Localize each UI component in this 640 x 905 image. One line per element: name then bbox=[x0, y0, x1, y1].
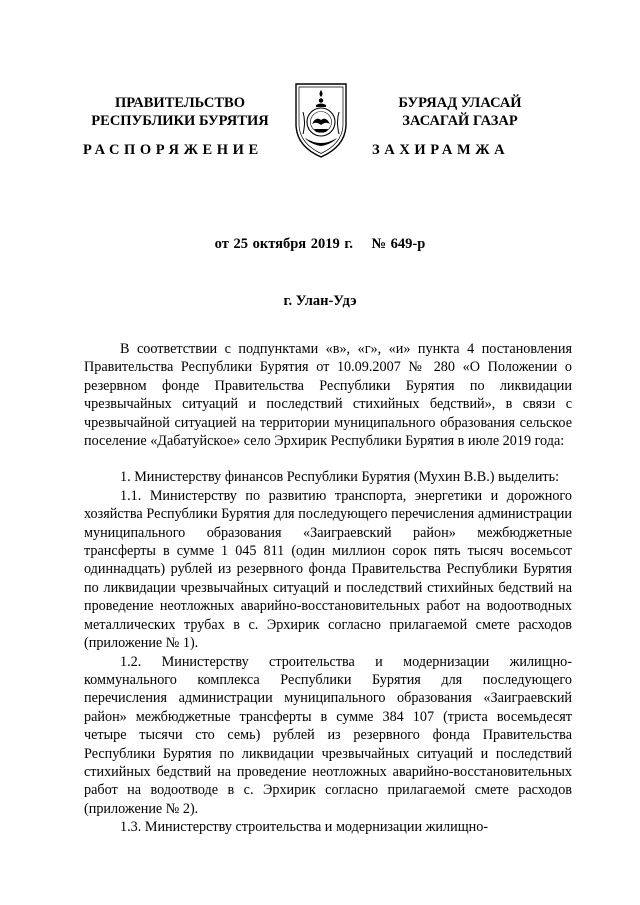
clause-1: 1. Министерству финансов Республики Бурятия (Мухин В.В.) выделить: bbox=[120, 469, 560, 486]
issuer-line-2: РЕСПУБЛИКИ БУРЯТИЯ bbox=[91, 113, 269, 129]
clause-1-1: 1.1. Министерству по развитию транспорта, энергетики и дорожного хозяйства Республики Бурятия для последующего перечисления администрации муниципального образования «Заиграевский район» межбюджетные трансферты в сумме 1 045 811 (один миллион сорок пять тысяч восемьсот одиннадцать) рублей из резервного фонда Правительства Республики Бурятия по ликвидации чрезвычайных ситуаций и последствий стихийных бедствий на проведение неотложных аварийно-восстановительных работ на водоотводных металлических трубах в с. Эрхирик согласно прилагаемой смете расходов (приложение № 1). bbox=[84, 487, 572, 652]
issuer-name-russian bbox=[70, 94, 290, 130]
preamble-paragraph: В соответствии с подпунктами «в», «г», «и» пункта 4 постановления Правительства Республики Бурятия от 10.09.2007 № 280 «О Положении о резервном фонде Правительства Республики Бурятия по ликвидации чрезвычайных ситуаций и последствий стихийных бедствий», в связи с чрезвычайной ситуацией на территории муниципального образования сельское поселение «Дабатуйское» село Эрхирик Республики Бурятия в июле 2019 года: bbox=[84, 341, 572, 450]
issuer-name-buryat bbox=[360, 94, 560, 130]
document-body bbox=[84, 340, 572, 837]
coat-of-arms-icon bbox=[292, 78, 350, 160]
document-date-number: от 25 октября 2019 г. № 649-р bbox=[214, 236, 426, 252]
doc-type-russian: РАСПОРЯЖЕНИЕ bbox=[83, 142, 263, 158]
document-city: г. Улан-Удэ bbox=[283, 293, 357, 309]
clause-1-3: 1.3. Министерству строительства и модернизации жилищно- bbox=[120, 819, 489, 836]
issuer-buryat-line-1: БУРЯАД УЛАСАЙ bbox=[398, 95, 522, 111]
issuer-line-1: ПРАВИТЕЛЬСТВО bbox=[115, 95, 245, 111]
clause-1-2: 1.2. Министерству строительства и модернизации жилищно-коммунального комплекса Республики Бурятия для последующего перечисления администрации муниципального образования «Заиграевский район» межбюджетные трансферты в сумме 384 107 (триста восемьдесят четыре тысячи сто семь) рублей из резервного фонда Правительства Республики Бурятия по ликвидации чрезвычайных ситуаций и последствий стихийных бедствий на проведение неотложных аварийно-восстановительных работ на водоотводе в с. Эрхирик согласно прилагаемой смете расходов (приложение № 2). bbox=[84, 653, 572, 817]
doc-type-buryat: ЗАХИРАМЖА bbox=[372, 142, 510, 158]
issuer-buryat-line-2: ЗАСАГАЙ ГАЗАР bbox=[402, 113, 518, 129]
